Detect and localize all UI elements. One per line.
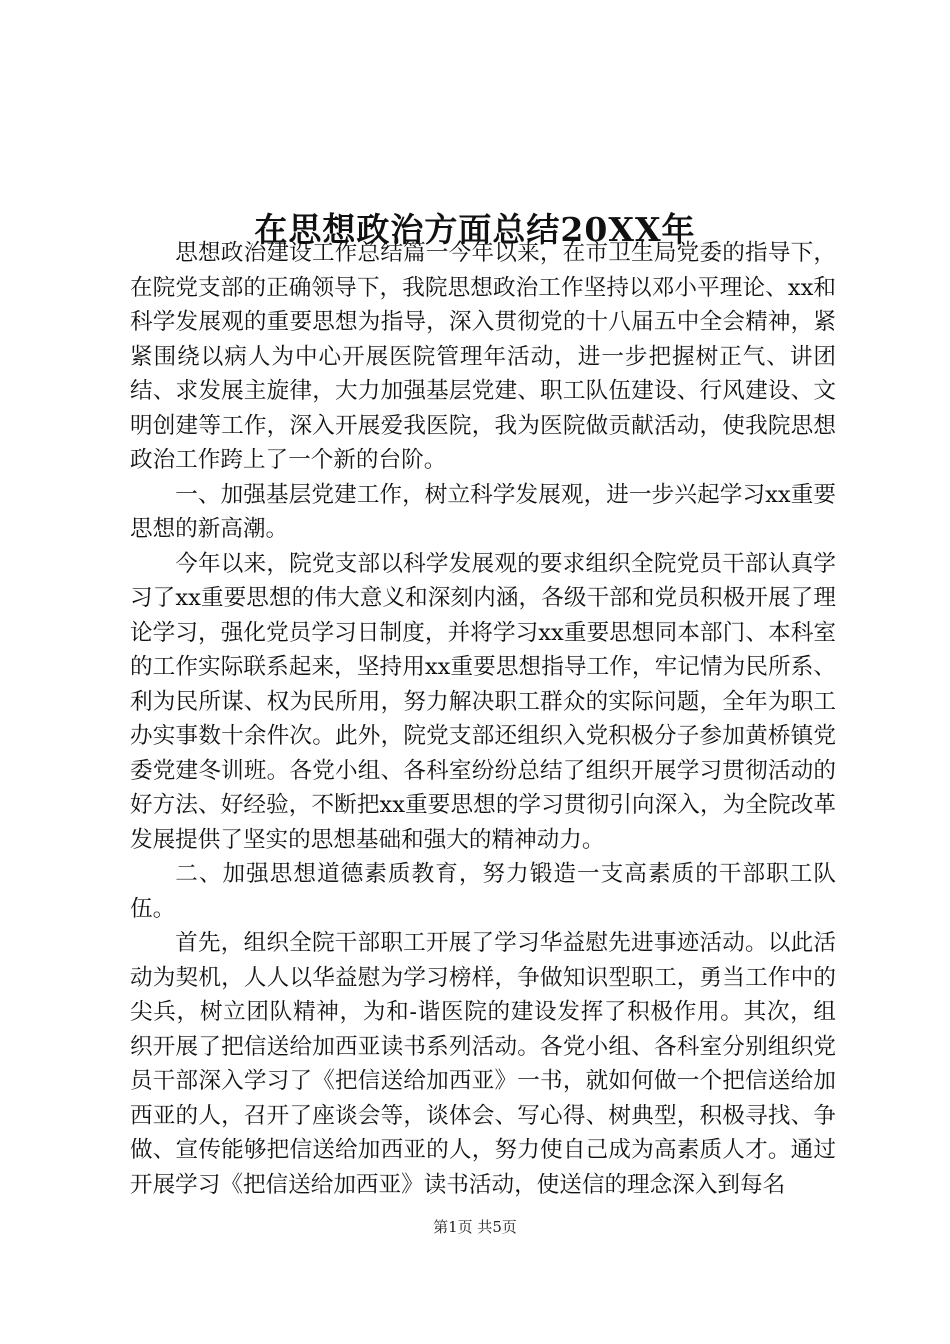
section-heading-two: 二、加强思想道德素质教育，努力锻造一支高素质的干部职工队伍。 (130, 861, 836, 922)
page-number-footer: 第1页 共5页 (433, 1218, 517, 1236)
document-title: 在思想政治方面总结20XX年 (254, 210, 696, 250)
document-body (130, 236, 836, 1202)
paragraph-intro: 思想政治建设工作总结篇一今年以来，在市卫生局党委的指导下，在院党支部的正确领导下，我院思想政治工作坚持以邓小平理论、xx和科学发展观的重要思想为指导，深入贯彻党的十八届五中全会精神，紧紧围绕以病人为中心开展医院管理年活动，进一步把握树正气、讲团结、求发展主旋律，大力加强基层党建、职工队伍建设、行风建设、文明创建等工作，深入开展爱我医院，我为医院做贡献活动，使我院思想政治工作跨上了一个新的台阶。 (130, 240, 836, 473)
paragraph-section-two: 首先，组织全院干部职工开展了学习华益慰先进事迹活动。以此活动为契机，人人以华益慰为学习榜样，争做知识型职工，勇当工作中的尖兵，树立团队精神，为和-谐医院的建设发挥了积极作用。其次，组织开展了把信送给加西亚读书系列活动。各党小组、各科室分别组织党员干部深入学习了《把信送给加西亚》一书，就如何做一个把信送给加西亚的人，召开了座谈会等，谈体会、写心得、树典型，积极寻找、争做、宣传能够把信送给加西亚的人，努力使自己成为高素质人才。通过开展学习《把信送给加西亚》读书活动，使送信的理念深入到每名 (130, 930, 836, 1198)
paragraph-section-one: 今年以来，院党支部以科学发展观的要求组织全院党员干部认真学习了xx重要思想的伟大意义和深刻内涵，各级干部和党员积极开展了理论学习，强化党员学习日制度，并将学习xx重要思想同本部门、本科室的工作实际联系起来，坚持用xx重要思想指导工作，牢记情为民所系、利为民所谋、权为民所用，努力解决职工群众的实际问题，全年为职工办实事数十余件次。此外，院党支部还组织入党积极分子参加黄桥镇党委党建冬训班。各党小组、各科室纷纷总结了组织开展学习贯彻活动的好方法、好经验，不断把xx重要思想的学习贯彻引向深入，为全院改革发展提供了坚实的思想基础和强大的精神动力。 (130, 550, 836, 853)
section-heading-one: 一、加强基层党建工作，树立科学发展观，进一步兴起学习xx重要思想的新高潮。 (130, 481, 836, 542)
